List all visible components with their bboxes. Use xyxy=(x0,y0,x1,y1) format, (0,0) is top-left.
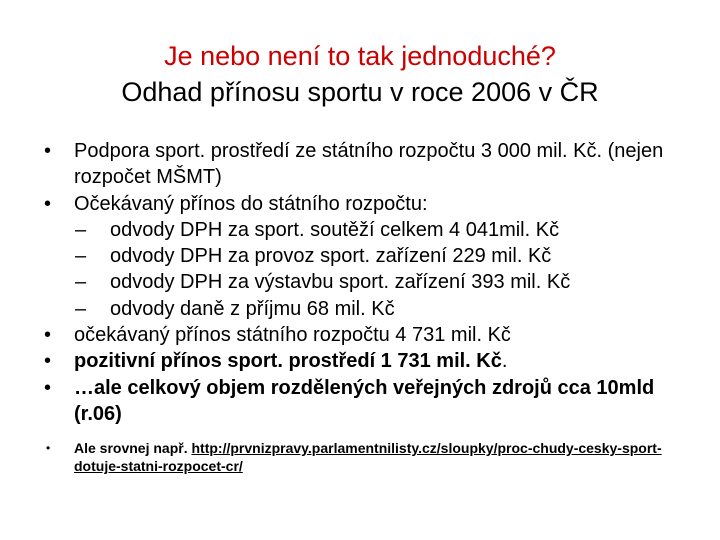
bullet-list xyxy=(42,138,702,475)
dash-icon: – xyxy=(75,218,87,241)
sub-item-text: odvody DPH za provoz sport. zařízení 229 mil. Kč xyxy=(110,245,552,268)
bullet-icon: • xyxy=(44,192,52,215)
bullet-text-total-public-funds: …ale celkový objem rozdělených veřejných zdrojů cca 10mld xyxy=(74,376,655,399)
dash-icon: – xyxy=(75,297,87,320)
bullet-item xyxy=(42,138,702,191)
bullet-icon: • xyxy=(44,324,52,347)
bullet-item xyxy=(42,191,702,217)
sub-item xyxy=(42,217,702,243)
bullet-icon: • xyxy=(44,140,52,162)
bullet-icon: • xyxy=(44,350,52,373)
title-line-2: Odhad přínosu sportu v roce 2006 v ČR xyxy=(121,77,599,107)
dash-icon: – xyxy=(75,271,87,294)
bullet-item-reference xyxy=(42,439,702,475)
sub-item xyxy=(42,269,702,295)
bullet-icon: • xyxy=(46,441,51,456)
bullet-icon: • xyxy=(44,376,52,399)
sub-item-text: odvody daně z příjmu 68 mil. Kč xyxy=(110,297,395,320)
dash-icon: – xyxy=(75,245,87,268)
sub-item xyxy=(42,243,702,269)
bullet-item xyxy=(42,348,702,374)
sub-item-text: odvody DPH za výstavbu sport. zařízení 393 mil. Kč xyxy=(110,271,571,294)
bullet-text-year-note: (r.06) xyxy=(74,402,122,425)
sub-item-text: odvody DPH za sport. soutěží celkem 4 041mil. Kč xyxy=(110,218,560,241)
bullet-text-expected-total: očekávaný přínos státního rozpočtu 4 731 mil. Kč xyxy=(74,324,511,347)
bullet-text-state-support: Podpora sport. prostředí ze státního rozpočtu 3 000 mil. Kč. (nejen rozpočet MŠMT) xyxy=(74,140,664,189)
slide-title xyxy=(0,38,720,110)
title-line-1: Je nebo není to tak jednoduché? xyxy=(164,41,556,71)
bullet-item xyxy=(42,375,702,428)
bullet-text-expected-contribution: Očekávaný přínos do státního rozpočtu: xyxy=(74,192,428,215)
reference-prefix: Ale srovnej např. xyxy=(74,440,192,457)
reference-link[interactable]: http://prvnizpravy.parlamentnilisty.cz/sloupky/proc-chudy-cesky-sport-dotuje-statni-rozpocet-cr/ xyxy=(74,440,662,475)
bullet-text-period: . xyxy=(501,350,508,373)
bullet-text-positive-benefit: pozitivní přínos sport. prostředí 1 731 mil. Kč xyxy=(74,350,502,373)
sub-item xyxy=(42,296,702,322)
bullet-item xyxy=(42,322,702,348)
